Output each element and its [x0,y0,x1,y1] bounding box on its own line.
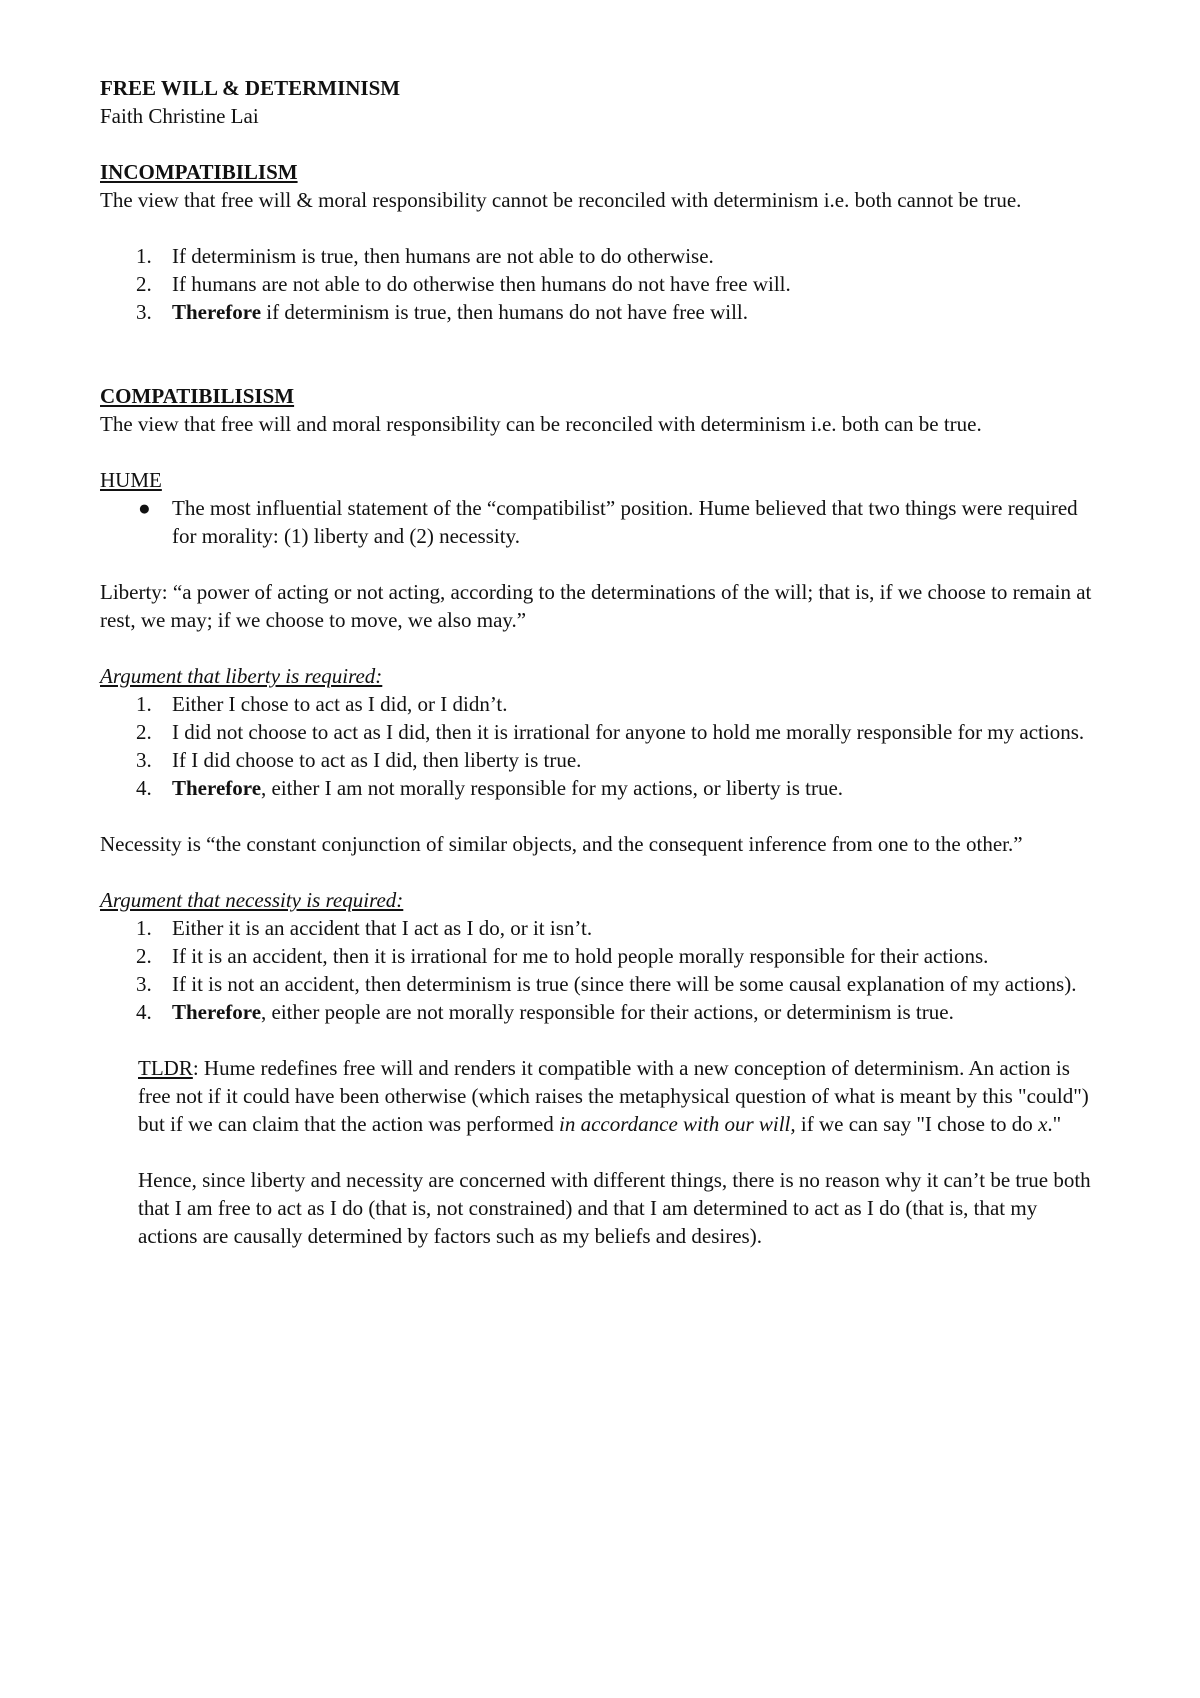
incompatibilism-argument-list [100,242,1100,326]
hence-paragraph: Hence, since liberty and necessity are concerned with different things, there is no reason why it can’t be true both that I am free to act as I do (that is, not constrained) and that I am determined to act as I do (that is, that my actions are causally determined by factors such as my beliefs and desires). [138,1168,1091,1248]
liberty-definition: Liberty: “a power of acting or not acting, according to the determinations of the will; that is, if we choose to remain at rest, we may; if we choose to move, we also may.” [100,580,1092,632]
liberty-argument-heading: Argument that liberty is required: [100,664,383,688]
tldr-paragraph: TLDR: Hume redefines free will and renders it compatible with a new conception of determinism. An action is free not if it could have been otherwise (which raises the metaphysical question of what is meant by this "could") but if we can claim that the action was performed in accordance with our will, if we can say "I chose to do x." [138,1056,1089,1136]
list-item: 4. Therefore, either people are not morally responsible for their actions, or determinism is true. [136,1000,954,1024]
liberty-argument-list [100,690,1100,802]
list-item: 3. Therefore if determinism is true, then humans do not have free will. [136,300,748,324]
list-item: 2. If it is an accident, then it is irrational for me to hold people morally responsible for their actions. [136,944,989,968]
necessity-argument-heading: Argument that necessity is required: [100,888,404,912]
tldr-label: TLDR [138,1056,193,1080]
bullet-icon: ● [138,496,151,520]
list-item: 2. If humans are not able to do otherwise then humans do not have free will. [136,272,791,296]
compatibilism-heading: COMPATIBILISISM [100,384,295,408]
author-name: Faith Christine Lai [100,104,259,128]
list-item: 1. Either I chose to act as I did, or I didn’t. [136,692,508,716]
list-item: 2. I did not choose to act as I did, then it is irrational for anyone to hold me morally responsible for my actions. [136,720,1085,744]
hume-heading: HUME [100,468,162,492]
list-item: 3. If it is not an accident, then determinism is true (since there will be some causal explanation of my actions). [136,972,1077,996]
necessity-definition: Necessity is “the constant conjunction of similar objects, and the consequent inference from one to the other.” [100,832,1023,856]
list-item: 4. Therefore, either I am not morally responsible for my actions, or liberty is true. [136,776,844,800]
list-item: 1. Either it is an accident that I act as I do, or it isn’t. [136,916,593,940]
necessity-argument-list [100,914,1100,1026]
list-item: 3. If I did choose to act as I did, then liberty is true. [136,748,582,772]
incompatibilism-definition: The view that free will & moral responsibility cannot be reconciled with determinism i.e. both cannot be true. [100,188,1022,212]
incompatibilism-heading: INCOMPATIBILISM [100,160,298,184]
hume-bullet-list [100,494,1100,550]
document-title: FREE WILL & DETERMINISM [100,76,401,100]
compatibilism-definition: The view that free will and moral responsibility can be reconciled with determinism i.e. both can be true. [100,412,982,436]
list-item: 1. If determinism is true, then humans are not able to do otherwise. [136,244,714,268]
list-item: ● The most influential statement of the “compatibilist” position. Hume believed that two things were required for morality: (1) liberty and (2) necessity. [138,496,1078,548]
